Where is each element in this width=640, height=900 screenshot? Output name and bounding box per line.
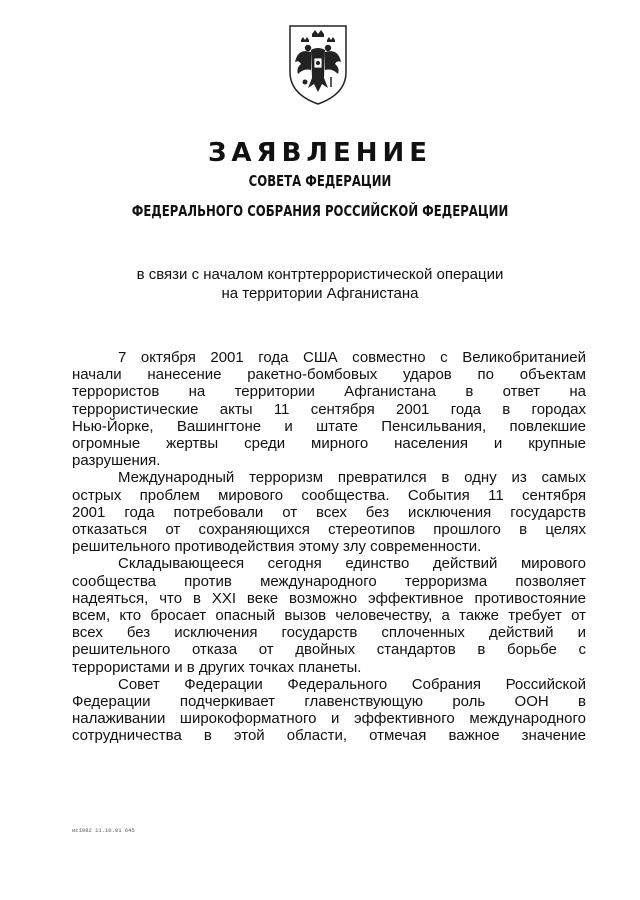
text-line: Нью-Йорке, Вашингтоне и штате Пенсильвания, повлекшие — [72, 417, 586, 435]
subject-line: на территории Афганистана — [221, 285, 419, 302]
document-subtitle-line1: СОВЕТА ФЕДЕРАЦИИ — [248, 172, 392, 190]
subject-heading — [0, 265, 640, 303]
paragraph-1 — [72, 349, 586, 469]
paragraph-2 — [72, 469, 586, 555]
text-line: Складывающееся сегодня единство действий мирового — [118, 555, 586, 573]
coat-of-arms-icon — [284, 22, 352, 106]
text-line: решительного противодействия этому злу современности. — [72, 538, 482, 556]
text-line: всем, кто бросает опасный вызов человечеству, а также требует от — [72, 607, 586, 625]
text-line: разрушения. — [72, 452, 161, 470]
statement-body — [72, 349, 586, 745]
text-line: начали нанесение ракетно-бомбовых ударов по объектам — [72, 366, 586, 384]
text-line: всех без исключения государств сплоченных действий и — [72, 624, 586, 642]
text-line: террористические акты 11 сентября 2001 года в городах — [72, 400, 586, 418]
text-line: Федерации подчеркивает главенствующую роль ООН в — [72, 693, 586, 711]
text-line: 7 октября 2001 года США совместно с Великобританией — [118, 349, 586, 366]
document-registration-code: ис1982 11.10.01 645 — [72, 827, 135, 834]
text-line: Международный терроризм превратился в одну из самых — [118, 469, 586, 487]
text-line: террористов на территории Афганистана в ответ на — [72, 383, 586, 401]
text-line: террористами и в других точках планеты. — [72, 658, 362, 676]
paragraph-4 — [72, 676, 586, 745]
subject-line: в связи с началом контртеррористической операции — [136, 266, 504, 283]
text-line: налаживании широкоформатного и эффективного международного — [72, 710, 586, 728]
document-subtitle-line2: ФЕДЕРАЛЬНОГО СОБРАНИЯ РОССИЙСКОЙ ФЕДЕРАЦИИ — [131, 202, 509, 220]
text-line: надеяться, что в XXI веке возможно эффективное противостояние — [72, 589, 586, 607]
paragraph-3 — [72, 555, 586, 675]
text-line: огромные жертвы среди мирного населения и крупные — [72, 435, 586, 453]
text-line: Совет Федерации Федерального Собрания Российской — [118, 675, 586, 693]
text-line: сообщества против международного терроризма позволяет — [72, 572, 586, 590]
text-line: отказаться от сохраняющихся стереотипов прошлого в целях — [72, 521, 586, 539]
text-line: 2001 года потребовали от всех без исключения государств — [72, 503, 586, 521]
text-line: сотрудничества в этой области, отмечая важное значение — [72, 727, 586, 745]
text-line: острых проблем мирового сообщества. События 11 сентября — [72, 486, 586, 504]
document-title: ЗАЯВЛЕНИЕ — [207, 138, 433, 168]
text-line: решительного отказа от двойных стандартов в борьбе с — [72, 641, 586, 659]
